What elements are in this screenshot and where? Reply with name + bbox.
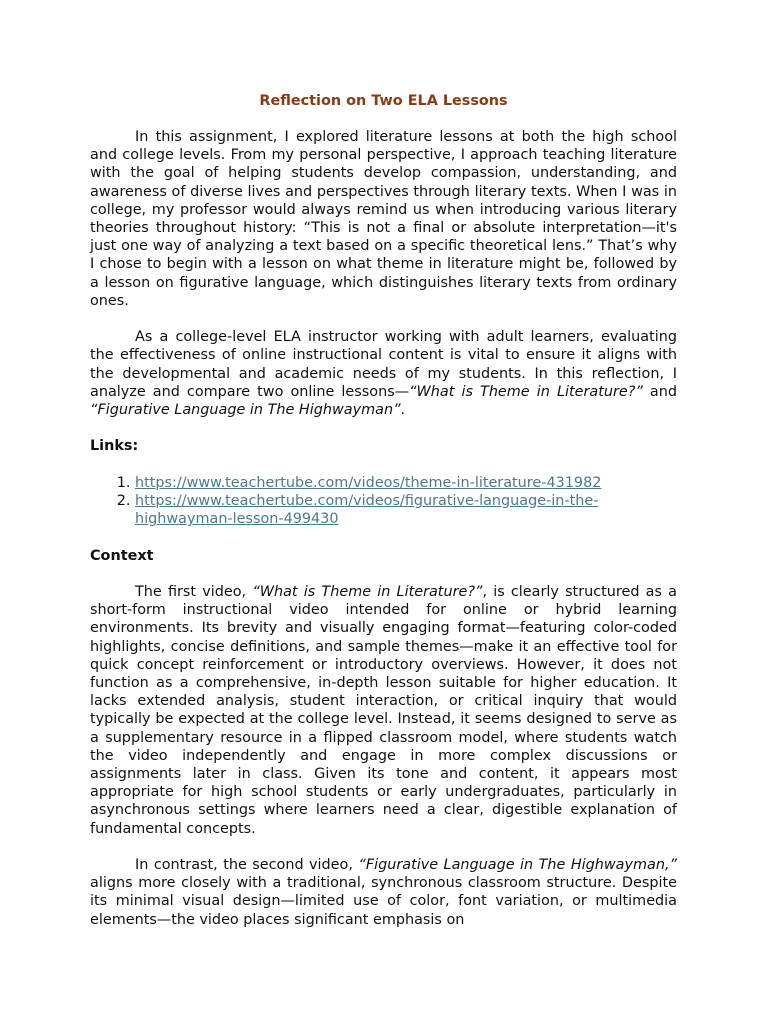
list-item	[135, 492, 677, 528]
first-video-body: , is clearly structured as a short-form instructional video intended for online or hybrid learning environments. Its brevity and visually engaging format—featuring color-coded highlights, concise definitions, and sample themes—make it an effective tool for quick concept reinforcement or introductory overviews. However, it does not function as a comprehensive, in-depth lesson suitable for higher education. It lacks extended analysis, student interaction, or critical inquiry that would typically be expected at the college level. Instead, it seems designed to serve as a supplementary resource in a flipped classroom model, where students watch the video independently and engage in more complex discussions or assignments later in class. Given its tone and content, it appears most appropriate for high school students or early undergraduates, particularly in asynchronous settings where learners need a clear, digestible explanation of fundamental concepts.	[90, 584, 678, 837]
purpose-paragraph	[90, 328, 677, 419]
first-video-lead: The first video,	[135, 584, 253, 600]
document-title: Reflection on Two ELA Lessons	[259, 93, 508, 109]
conjunction-text: and	[642, 383, 677, 400]
lesson1-title: “What is Theme in Literature?”	[409, 383, 643, 400]
lesson2-title: “Figurative Language in The Highwayman”	[90, 402, 401, 419]
period-text: .	[400, 402, 406, 419]
document-page	[90, 84, 677, 947]
list-item	[135, 474, 677, 492]
intro-paragraph: In this assignment, I explored literature lessons at both the high school and college levels. From my personal perspective, I approach teaching literature with the goal of helping students develop compassion, understanding, and awareness of diverse lives and perspectives through literary texts. When I was in college, my professor would always remind us when introducing various literary theories throughout history: “This is not a final or absolute interpretation—it's just one way of analyzing a text based on a specific theoretical lens.” That’s why I chose to begin with a lesson on what theme in literature might be, followed by a lesson on figurative language, which distinguishes literary texts from ordinary ones.	[90, 129, 677, 309]
links-heading: Links:	[90, 438, 139, 455]
second-video-body: aligns more closely with a traditional, synchronous classroom structure. Despite its minimal visual design—limited use of color, font variation, or multimedia elements—the video places significant emphasis on	[90, 875, 677, 928]
second-video-title: “Figurative Language in The Highwayman,”	[358, 857, 677, 874]
link-figurative-video[interactable]: https://www.teachertube.com/videos/figurative-language-in-the-highwayman-lesson-499430	[135, 493, 599, 528]
link-theme-video[interactable]: https://www.teachertube.com/videos/theme-in-literature-431982	[135, 474, 602, 491]
context-heading: Context	[90, 547, 154, 564]
links-list	[90, 474, 677, 529]
first-video-paragraph	[90, 583, 677, 838]
second-video-lead: In contrast, the second video,	[135, 857, 359, 874]
first-video-title: “What is Theme in Literature?”	[252, 584, 483, 600]
purpose-text: As a college-level ELA instructor working with adult learners, evaluating the effectiveness of online instructional content is vital to ensure it aligns with the developmental and academic needs of my students. In this reflection, I analyze and compare two online lessons—	[90, 329, 677, 400]
second-video-paragraph	[90, 856, 677, 929]
